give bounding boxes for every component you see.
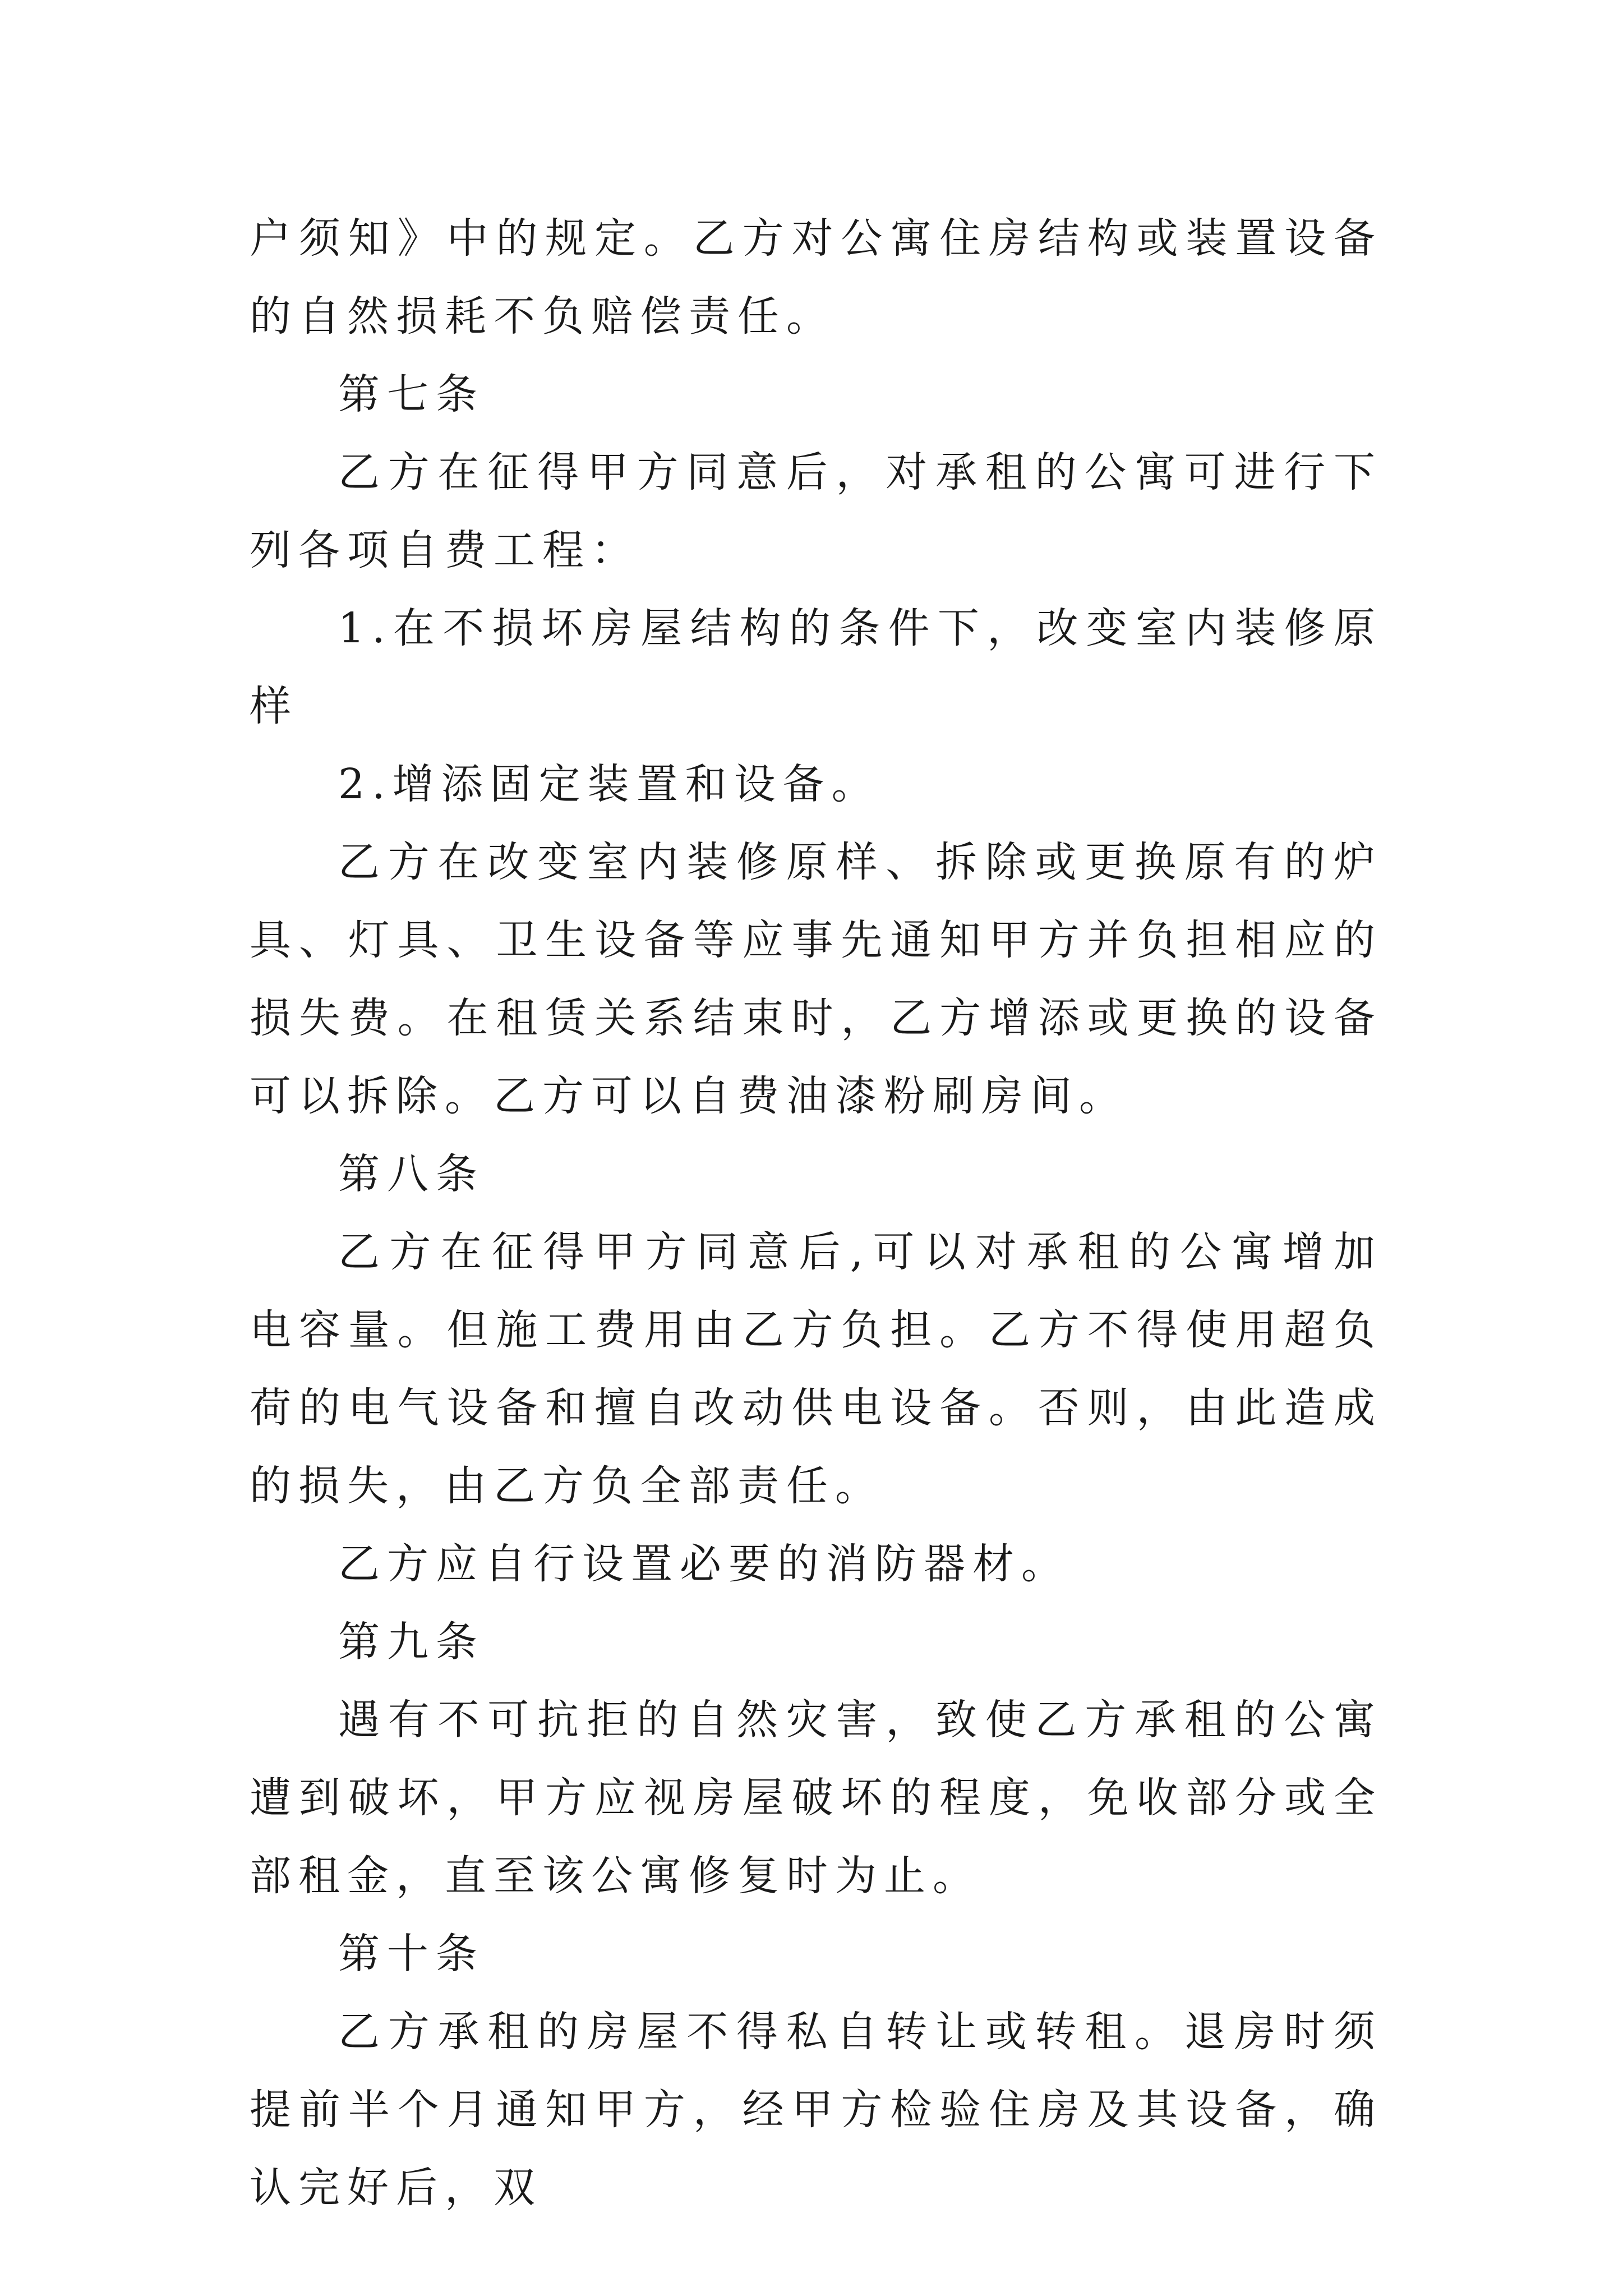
paragraph-article-10-body: 乙方承租的房屋不得私自转让或转租。退房时须提前半个月通知甲方，经甲方检验住房及其设备，确认完好后，双 xyxy=(250,2008,1382,2212)
article-heading-9: 第九条 xyxy=(338,1618,485,1666)
article-heading-8: 第八条 xyxy=(338,1150,485,1198)
paragraph-article-7-body: 乙方在改变室内装修原样、拆除或更换原有的炉具、灯具、卫生设备等应事先通知甲方并负担相应的损失费。在租赁关系结束时，乙方增添或更换的设备可以拆除。乙方可以自费油漆粉刷房间。 xyxy=(250,838,1382,1120)
paragraph-article-8-body: 乙方在征得甲方同意后,可以对承租的公寓增加电容量。但施工费用由乙方负担。乙方不得使用超负荷的电气设备和擅自改动供电设备。否则，由此造成的损失，由乙方负全部责任。 xyxy=(250,1228,1382,1510)
paragraph-article-9-body: 遇有不可抗拒的自然灾害，致使乙方承租的公寓遭到破坏，甲方应视房屋破坏的程度，免收部分或全部租金，直至该公寓修复时为止。 xyxy=(250,1696,1382,1900)
paragraph-continuation: 户须知》中的规定。乙方对公寓住房结构或装置设备的自然损耗不负赔偿责任。 xyxy=(250,214,1382,341)
document-body xyxy=(250,200,1382,2227)
article-heading-7: 第七条 xyxy=(338,370,485,418)
article-heading-10: 第十条 xyxy=(338,1930,485,1978)
paragraph-article-7-intro: 乙方在征得甲方同意后，对承租的公寓可进行下列各项自费工程： xyxy=(250,448,1382,574)
list-item-1: 1.在不损坏房屋结构的条件下，改变室内装修原样 xyxy=(250,604,1382,730)
list-item-2: 2.增添固定装置和设备。 xyxy=(338,760,880,808)
paragraph-article-8-fire: 乙方应自行设置必要的消防器材。 xyxy=(338,1540,1070,1588)
